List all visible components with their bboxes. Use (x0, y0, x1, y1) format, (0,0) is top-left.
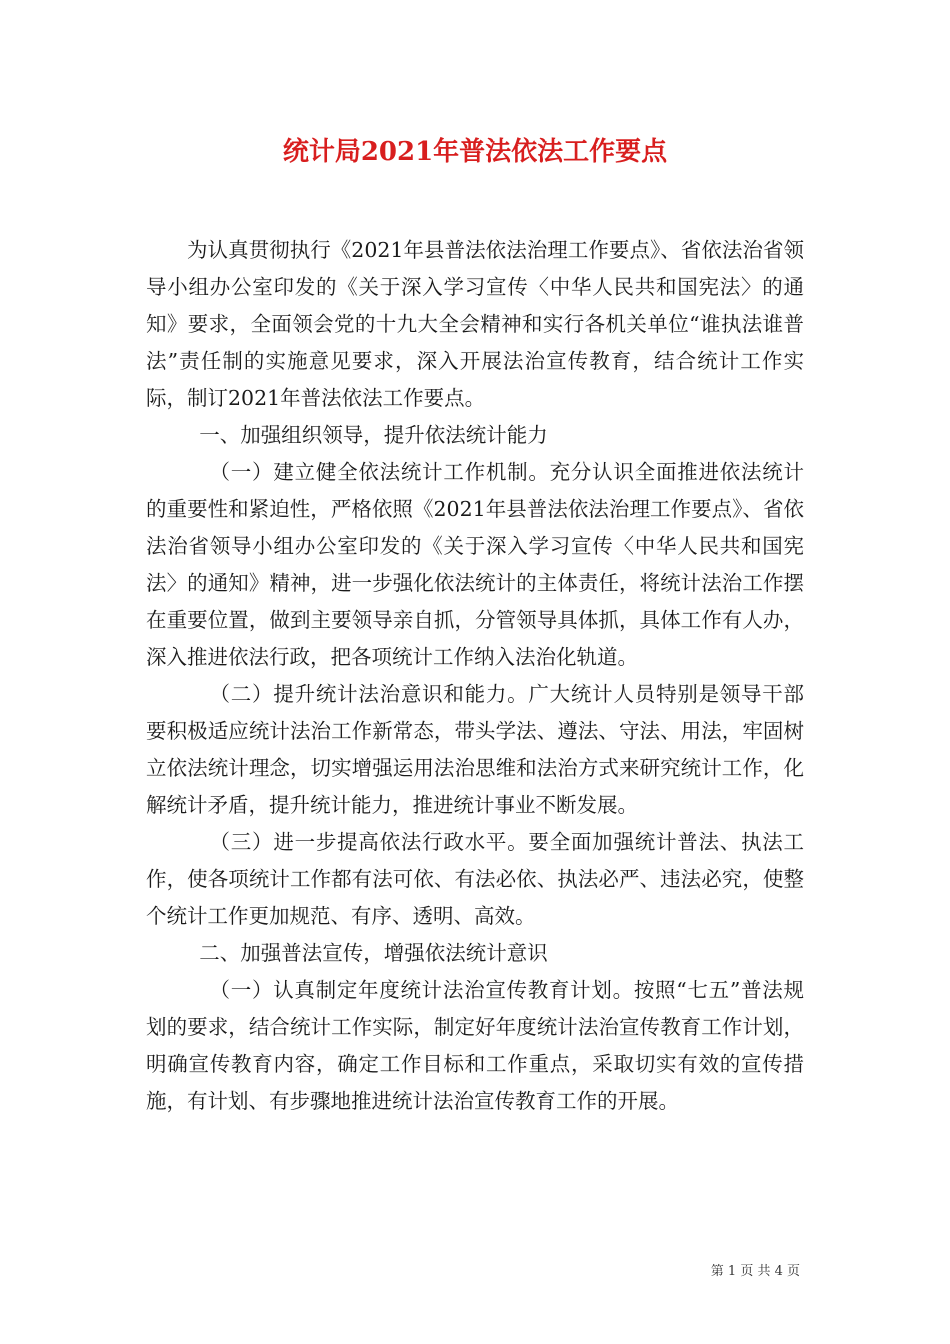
paragraph-1-1: （一）建立健全依法统计工作机制。充分认识全面推进依法统计的重要性和紧迫性，严格依照《2021年县普法依法治理工作要点》、省依法治省领导小组办公室印发的《关于深入学习宣传〈中华人民共和国宪法〉的通知》精神，进一步强化依法统计的主体责任，将统计法治工作摆在重要位置，做到主要领导亲自抓，分管领导具体抓，具体工作有人办，深入推进依法行政，把各项统计工作纳入法治化轨道。 (146, 460, 804, 669)
document-body (146, 232, 804, 1120)
paragraph-2-1: （一）认真制定年度统计法治宣传教育计划。按照“七五”普法规划的要求，结合统计工作实际，制定好年度统计法治宣传教育工作计划，明确宣传教育内容，确定工作目标和工作重点，采取切实有效的宣传措施，有计划、有步骤地推进统计法治宣传教育工作的开展。 (146, 978, 804, 1113)
intro-paragraph: 为认真贯彻执行《2021年县普法依法治理工作要点》、省依法治省领导小组办公室印发的《关于深入学习宣传〈中华人民共和国宪法〉的通知》要求，全面领会党的十九大全会精神和实行各机关单位“谁执法谁普法”责任制的实施意见要求，深入开展法治宣传教育，结合统计工作实际，制订2021年普法依法工作要点。 (146, 238, 804, 410)
paragraph-1-2: （二）提升统计法治意识和能力。广大统计人员特别是领导干部要积极适应统计法治工作新常态，带头学法、遵法、守法、用法，牢固树立依法统计理念，切实增强运用法治思维和法治方式来研究统计工作，化解统计矛盾，提升统计能力，推进统计事业不断发展。 (146, 682, 804, 817)
paragraph-1-3: （三）进一步提高依法行政水平。要全面加强统计普法、执法工作，使各项统计工作都有法可依、有法必依、执法必严、违法必究，使整个统计工作更加规范、有序、透明、高效。 (146, 830, 804, 928)
document-title: 统计局2021年普法依法工作要点 (282, 137, 668, 167)
section-heading-2: 二、加强普法宣传，增强依法统计意识 (199, 941, 548, 965)
section-heading-1: 一、加强组织领导，提升依法统计能力 (199, 423, 548, 447)
page-number-footer: 第 1 页 共 4 页 (710, 1264, 800, 1279)
